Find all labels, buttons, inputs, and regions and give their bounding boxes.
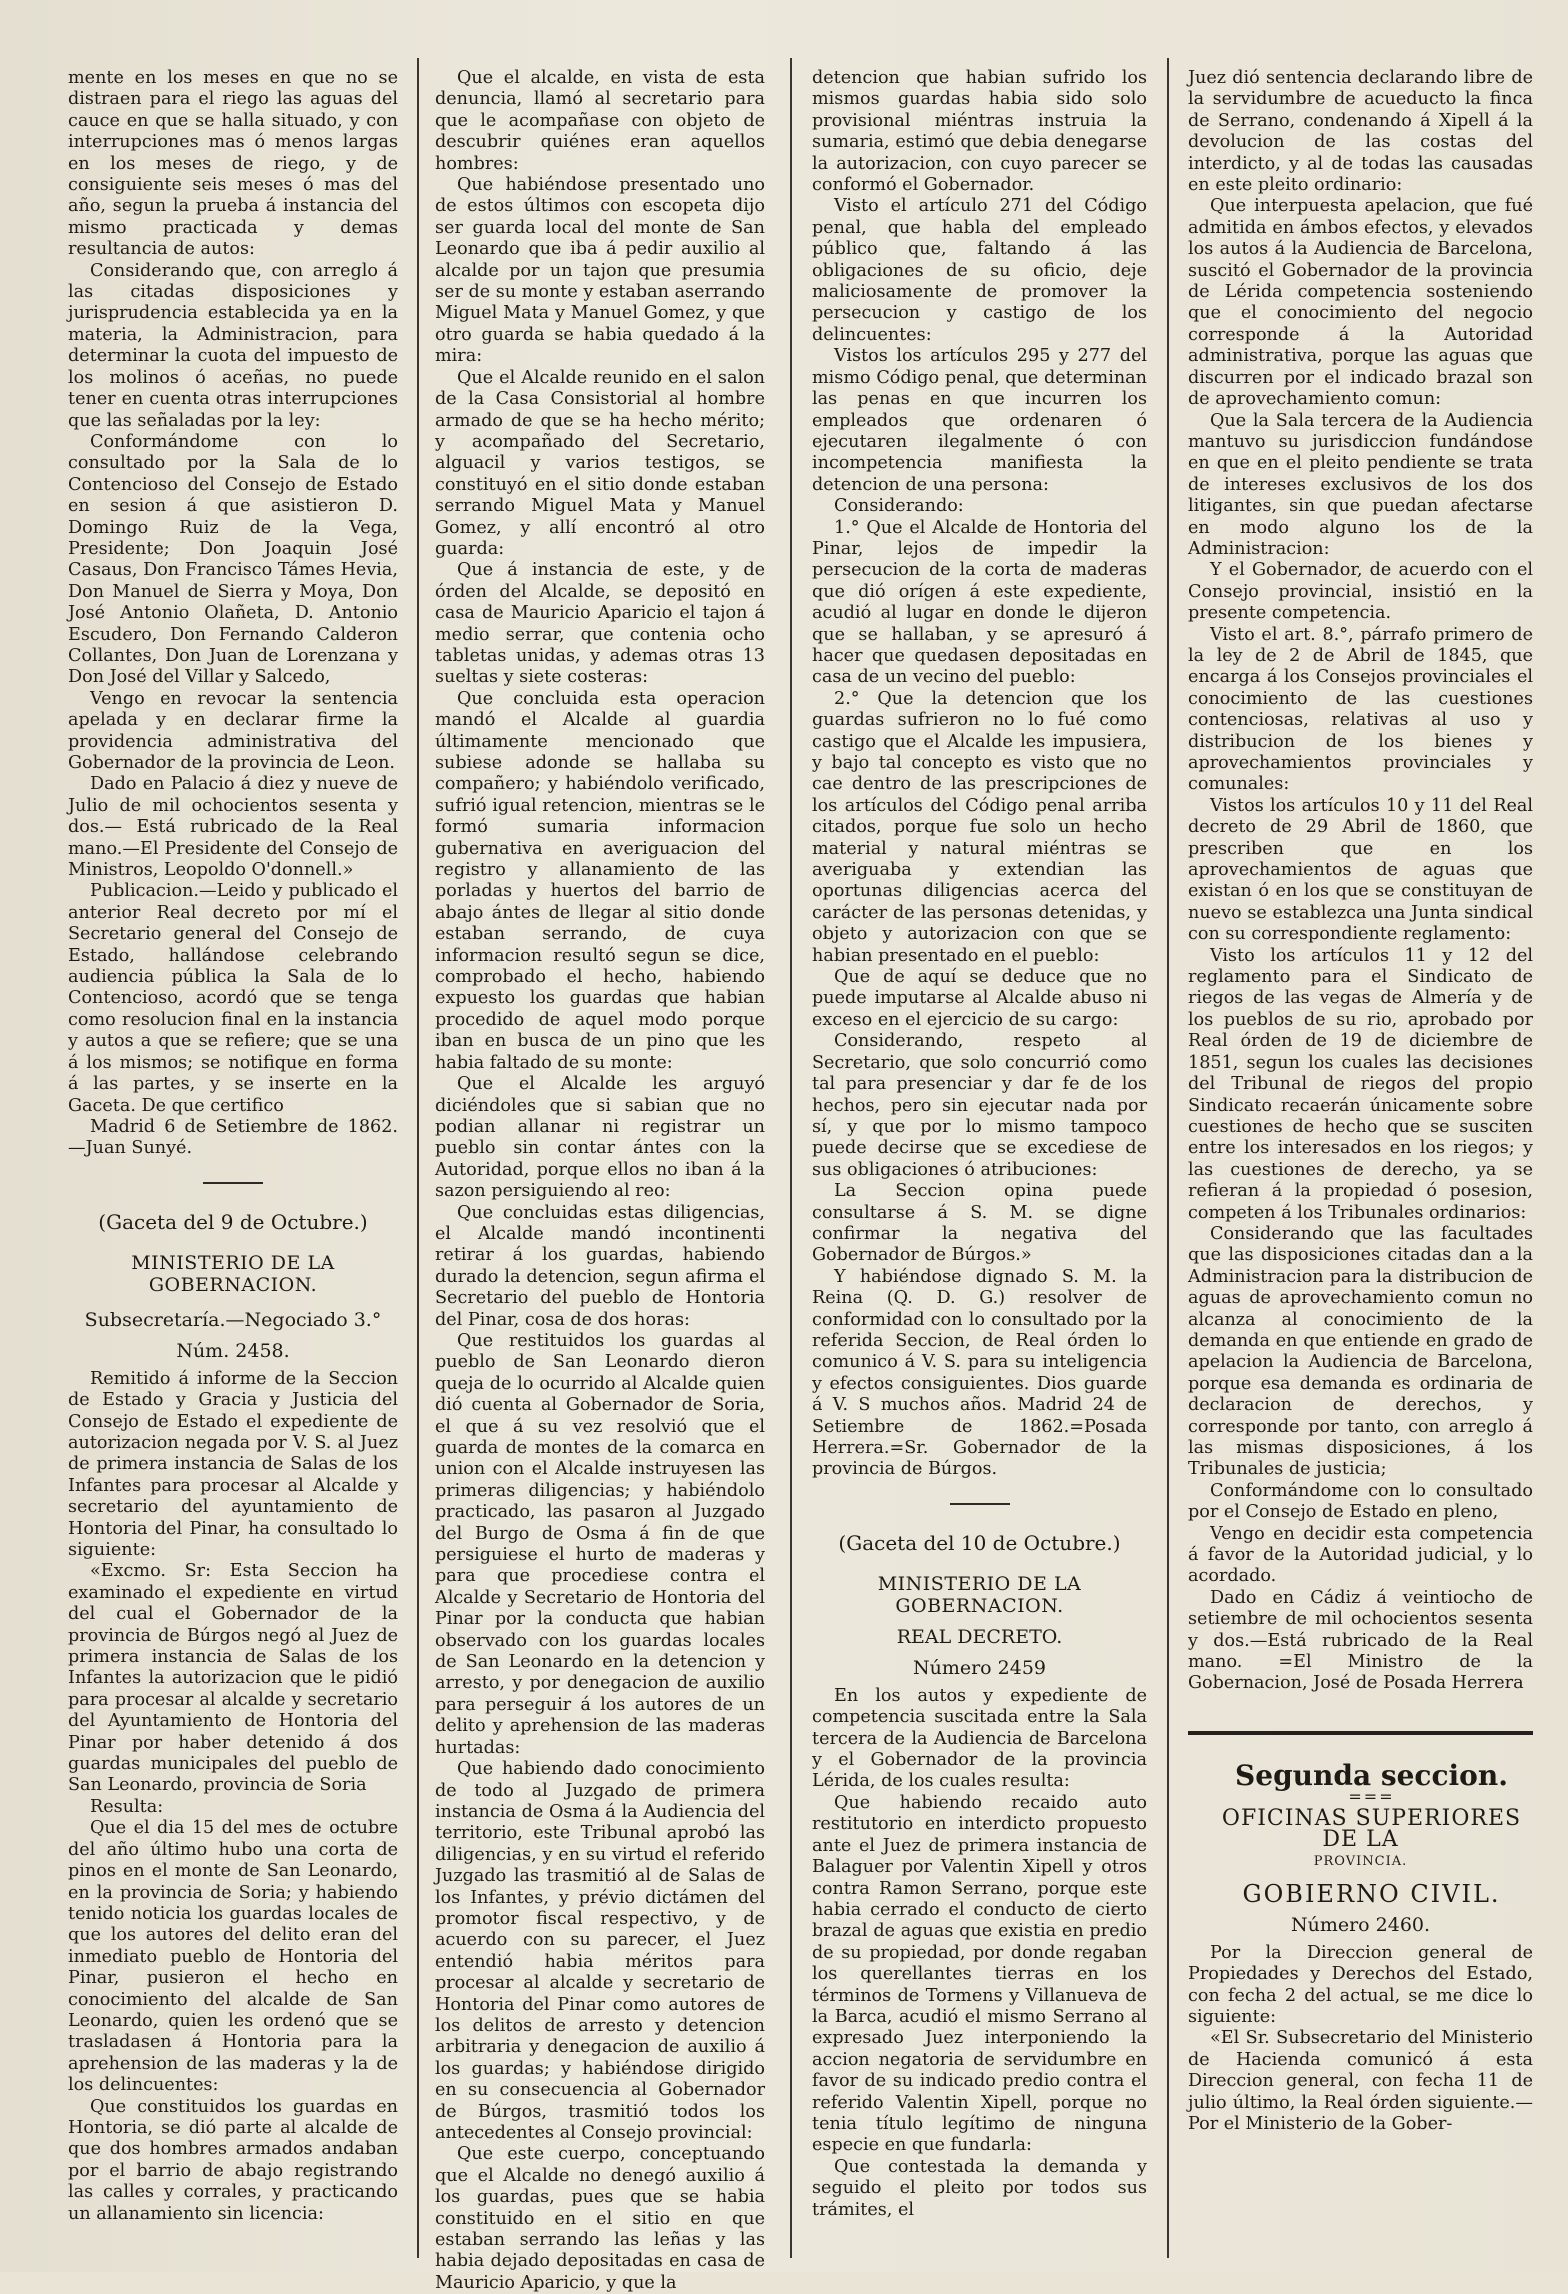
paragraph: Considerando que las facultades que las disposiciones citadas dan a la Administracion para la distribucion de aguas de aprovechamiento comun no alcanza al conocimiento de la demanda en que entiende en grado de apelacion la Audiencia de Barcelona, porque esa demanda es ordinaria de declaracion de derechos, y corresponde por tanto, con arreglo á las mismas disposiciones, á los Tribunales de justicia; <box>1188 1223 1533 1480</box>
paragraph: Que habiendo dado conocimiento de todo al Juzgado de primera instancia de Osma á la Audiencia del territorio, este Tribunal aprobó las diligencias, y en su virtud el referido Juzgado las trasmitió al de Salas de los Infantes, y prévio dictámen del promotor fiscal respectivo, y de acuerdo con su parecer, el Juez entendió habia méritos para procesar al alcalde y secretario de Hontoria del Pinar como autores de los delitos de arresto y detencion arbitraria y denegacion de auxilio á los guardas; y habiéndose dirigido en su consecuencia al Gobernador de Búrgos, trasmitió todos los antecedentes al Consejo provincial: <box>435 1759 765 2143</box>
paragraph: Que este cuerpo, conceptuando que el Alcalde no denegó auxilio á los guardas, pues que se habia constituido en el sitio en que estaban serrando las leñas y las habia dejado depositadas en casa de Mauricio Aparicio, y que la <box>435 2144 765 2293</box>
item-number: Número 2459 <box>912 1657 1047 1680</box>
paragraph: Vengo en decidir esta competencia á favor de la Autoridad judicial, y lo acordado. <box>1188 1523 1533 1587</box>
paragraph: Que la Sala tercera de la Audiencia mantuvo su jurisdiccion fundándose en que en el pleito pendiente se trata de intereses exclusivos de los dos litigantes, sin que puedan afectarse en modo alguno los de la Administracion: <box>1188 410 1533 559</box>
paragraph: Considerando, respeto al Secretario, que solo concurrió como tal para presenciar y dar fe de los hechos, pero sin ejecutar nada por sí, y que por lo mismo tampoco puede decirse que se excediese de sus obligaciones ó atribuciones: <box>812 1031 1147 1180</box>
offices-heading: OFICINAS SUPERIORES DE LA <box>1221 1805 1522 1853</box>
column-4 <box>1188 68 1533 2258</box>
section-heading: Subsecretaría.—Negociado 3.° <box>84 1308 382 1331</box>
paragraph: «Excmo. Sr: Esta Seccion ha examinado el expediente en virtud del cual el Gobernador de la provincia de Búrgos negó al Juez de primera instancia de Salas de los Infantes la autorizacion que le pidió para procesar al alcalde y secretario del Ayuntamiento de Hontoria del Pinar por haber detenido á dos guardas municipales del pueblo de San Leonardo, provincia de Soria <box>68 1561 398 1796</box>
paragraph: Visto el art. 8.°, párrafo primero de la ley de 2 de Abril de 1845, que encarga á los Consejos provinciales el conocimiento de las cuestiones contenciosas, relativas al uso y distribucion de los bienes y aprovechamientos provinciales y comunales: <box>1188 624 1533 795</box>
ministry-heading: MINISTERIO DE LA GOBERNACION. <box>877 1573 1082 1617</box>
paragraph: Dado en Palacio á diez y nueve de Julio de mil ochocientos sesenta y dos.— Está rubricado de la Real mano.—El Presidente del Consejo de Ministros, Leopoldo O'donnell.» <box>68 774 398 881</box>
gaceta-date: (Gaceta del 9 de Octubre.) <box>98 1209 368 1234</box>
separator <box>950 1503 1010 1505</box>
paragraph: Madrid 6 de Setiembre de 1862. —Juan Sunyé. <box>68 1116 398 1159</box>
column-3 <box>812 68 1147 2258</box>
paragraph: Juez dió sentencia declarando libre de la servidumbre de acueducto la finca de Serrano, condenando á Xipell á la devolucion de las costas del interdicto, y al de todas las causadas en este pleito ordinario: <box>1188 68 1533 196</box>
province-heading: PROVINCIA. <box>1313 1853 1408 1869</box>
paragraph: «El Sr. Subsecretario del Ministerio de Hacienda comunicó á esta Direccion general, con fecha 11 de julio último, la Real órden siguiente.—Por el Ministerio de la Gober- <box>1188 2028 1533 2134</box>
paragraph: Visto los artículos 11 y 12 del reglamento para el Sindicato de riegos de las vegas de Almería y de los pueblos de su rio, aprobado por Real órden de 19 de diciembre de 1851, segun los cuales las decisiones del Tribunal de riegos del propio Sindicato recaerán únicamente sobre cuestiones de hecho que se susciten entre los interesados en los riegos; y las cuestiones de derecho, ya se refieran á la propiedad ó posesion, competen á los Tribunales ordinarios: <box>1188 945 1533 1223</box>
column-rule <box>417 58 419 2258</box>
paragraph: Por la Direccion general de Propiedades y Derechos del Estado, con fecha 2 del actual, se me dice lo siguiente: <box>1188 1942 1533 2027</box>
paragraph: La Seccion opina puede consultarse á S. M. se digne confirmar la negativa del Gobernador de Búrgos.» <box>812 1181 1147 1266</box>
paragraph: Vistos los artículos 295 y 277 del mismo Código penal, que determinan las penas en que incurren los empleados que ordenaren ó ejecutaren ilegalmente ó con incompetencia manifiesta la detencion de una persona: <box>812 346 1147 495</box>
paragraph: Que habiéndose presentado uno de estos últimos con escopeta dijo ser guarda local del monte de San Leonardo que iba á pedir auxilio al alcalde por un tajon que presumia ser de su monte y estaban aserrando Miguel Mata y Manuel Gomez, y que otro guarda se habia quedado á la mira: <box>435 175 765 367</box>
paragraph: Que concluidas estas diligencias, el Alcalde mandó incontinenti retirar á los guardas, habiendo durado la detencion, segun afirma el Secretario del pueblo de Hontoria del Pinar, cosa de dos horas: <box>435 1202 765 1330</box>
paragraph: Publicacion.—Leido y publicado el anterior Real decreto por mí el Secretario general del Consejo de Estado, hallándose celebrando audiencia pública la Sala de lo Contencioso, acordó que se tenga como resolucion final en la instancia y autos a que se refiere; que se una á los mismos; se notifique en forma á las partes, y se inserte en la Gaceta. De que certifico <box>68 881 398 1116</box>
paragraph: Que el alcalde, en vista de esta denuncia, llamó al secretario para que le acompañase con objeto de descubrir quiénes eran aquellos hombres: <box>435 68 765 174</box>
paragraph: Que concluida esta operacion mandó el Alcalde al guardia últimamente mencionado que subiese adonde se hallaba su compañero; y habiéndolo verificado, sufrió igual retencion, mientras se le formó sumaria informacion gubernativa en averiguacion del registro y allanamiento de las porladas y huertos del barrio de abajo ántes de llegar al sitio donde estaban serrando, de cuya informacion resultó segun se dice, comprobado el hecho, habiendo expuesto los guardas que habian procedido de aquel modo porque iban en busca de un pino que les habia faltado de su monte: <box>435 688 765 1073</box>
paragraph: Conformándome con lo consultado por el Consejo de Estado en pleno, <box>1188 1480 1533 1523</box>
ministry-heading: MINISTERIO DE LA GOBERNACION. <box>131 1252 335 1296</box>
paragraph: Que contestada la demanda y seguido el pleito por todos sus trámites, el <box>812 2156 1147 2220</box>
paragraph: Que restituidos los guardas al pueblo de San Leonardo dieron queja de lo ocurrido al Alcalde quien dió cuenta al Gobernador de Soria, el que á su vez resolvió que el guarda de montes de la comarca en union con el Alcalde instruyesen las primeras diligencias; y habiéndolo practicado, las pasaron al Juzgado del Burgo de Osma á fin de que persiguiese el hurto de maderas y para que procediese contra el Alcalde y Secretario de Hontoria del Pinar por la conducta que habian observado con los guardas locales de San Leonardo en la detencion y arresto, y por denegacion de auxilio para perseguir á los autores de un delito y aprehension de las maderas hurtadas: <box>435 1330 765 1758</box>
column-2 <box>435 68 765 2293</box>
paragraph: Considerando: <box>834 496 964 517</box>
paragraph: Vengo en revocar la sentencia apelada y en declarar firme la providencia administrativa del Gobernador de la provincia de Leon. <box>68 688 398 773</box>
decree-heading: REAL DECRETO. <box>896 1626 1063 1649</box>
paragraph: Que el Alcalde les arguyó diciéndoles que si sabian que no podian allanar ni registrar un pueblo sin contar ántes con la Autoridad, porque ellos no iban á la sazon persiguiendo al reo: <box>435 1074 765 1202</box>
column-rule <box>790 58 792 2258</box>
paragraph: Que de aquí se deduce que no puede imputarse al Alcalde abuso ni exceso en el ejercicio de su cargo: <box>812 967 1147 1030</box>
ornament: === <box>1348 1787 1395 1807</box>
paragraph: mente en los meses en que no se distraen para el riego las aguas del cauce en que se halla situado, y con interrupciones mas ó menos largas en los meses de riego, y de consiguiente seis meses ó mas del año, segun la prueba á instancia del mismo practicada y demas resultancia de autos: <box>68 68 398 260</box>
paragraph: Considerando que, con arreglo á las citadas disposiciones y jurisprudencia establecida ya en la materia, la Administracion, para determinar la cuota del impuesto de los molinos ó aceñas, no puede tener en cuenta otras interrupciones que las señaladas por la ley: <box>68 260 398 431</box>
paragraph: Que constituidos los guardas en Hontoria, se dió parte al alcalde de que dos hombres armados andaban por el barrio de abajo registrando las calles y corrales, y practicando un allanamiento sin licencia: <box>68 2096 398 2224</box>
column-1 <box>68 68 398 2258</box>
paragraph: Que interpuesta apelacion, que fué admitida en ámbos efectos, y elevados los autos á la Audiencia de Barcelona, suscitó el Gobernador de la provincia de Lérida competencia sosteniendo que el conocimiento del negocio corresponde á la Autoridad administrativa, porque las aguas que discurren por el indicado brazal son de aprovechamiento comun: <box>1188 196 1533 410</box>
government-heading: GOBIERNO CIVIL. <box>1242 1879 1501 1908</box>
paragraph: En los autos y expediente de competencia suscitada entre la Sala tercera de la Audiencia de Barcelona y el Gobernador de la provincia Lérida, de los cuales resulta: <box>812 1685 1147 1792</box>
paragraph: Y habiéndose dignado S. M. la Reina (Q. D. G.) resolver de conformidad con lo consultado por la referida Seccion, de Real órden lo comunico á V. S. para su inteligencia y efectos consiguientes. Dios guarde á V. S muchos años. Madrid 24 de Setiembre de 1862.=Posada Herrera.=Sr. Gobernador de la provincia de Búrgos. <box>812 1266 1147 1480</box>
column-rule <box>1167 58 1169 2258</box>
paragraph: 1.° Que el Alcalde de Hontoria del Pinar, lejos de impedir la persecucion de la corta de maderas que dió orígen á este expediente, acudió al lugar en donde le dijeron que se hallaban, y se apresuró á hacer que quedasen depositadas en casa de un vecino del pueblo: <box>812 517 1147 688</box>
item-number: Núm. 2458. <box>176 1340 290 1363</box>
paragraph: Resulta: <box>90 1796 164 1817</box>
section-title: Segunda seccion. <box>1235 1758 1508 1792</box>
separator <box>203 1182 263 1184</box>
paragraph: Que habiendo recaido auto restitutorio en interdicto propuesto ante el Juez de primera instancia de Balaguer por Valentin Xipell y otros contra Ramon Serrano, porque este habia cerrado el conducto de cierto brazal de aguas que existia en predio de su propiedad, por donde regaban los querellantes tierras en los términos de Tormens y Villanueva de la Barca, acudió el mismo Serrano al expresado Juez interponiendo la accion negatoria de servidumbre en favor de su indicado predio contra el referido Valentin Xipell, porque no tenia título legítimo de ninguna especie en que fundarla: <box>812 1792 1147 2156</box>
paragraph: Remitido á informe de la Seccion de Estado y Gracia y Justicia del Consejo de Estado el expediente de autorizacion negada por V. S. al Juez de primera instancia de Salas de los Infantes para procesar al Alcalde y secretario del ayuntamiento de Hontoria del Pinar, ha consultado lo siguiente: <box>68 1368 398 1560</box>
paragraph: Que el dia 15 del mes de octubre del año último hubo una corta de pinos en el monte de San Leonardo, en la provincia de Soria; y habiendo tenido noticia los guardas locales de que los autores del delito eran del inmediato pueblo de Hontoria del Pinar, pusieron el hecho en conocimiento del alcalde de San Leonardo, quien les ordenó que se trasladasen á Hontoria para la aprehension de las maderas y la de los delincuentes: <box>68 1818 398 2096</box>
paragraph: detencion que habian sufrido los mismos guardas habia sido solo provisional miéntras instruia la sumaria, estimó que debia denegarse la autorizacion, con cuyo parecer se conformó el Gobernador. <box>812 68 1147 196</box>
paragraph: Y el Gobernador, de acuerdo con el Consejo provincial, insistió en la presente competencia. <box>1188 560 1533 624</box>
paragraph: 2.° Que la detencion que los guardas sufrieron no lo fué como castigo que el Alcalde les impusiera, y bajo tal concepto es visto que no cae dentro de las prescripciones de los artículos del Código penal arriba citados, porque fue solo un hecho material y natural miéntras se averiguaba y extendian las oportunas diligencias acerca del carácter de las personas detenidas, y objeto y autorizacion con que se habian presentado en el pueblo: <box>812 688 1147 966</box>
paragraph: Dado en Cádiz á veintiocho de setiembre de mil ochocientos sesenta y dos.—Está rubricado de la Real mano. =El Ministro de la Gobernacion, José de Posada Herrera <box>1188 1587 1533 1694</box>
paragraph: Visto el artículo 271 del Código penal, que habla del empleado público que, faltando á las obligaciones de su oficio, deje maliciosamente de promover la persecucion y castigo de los delincuentes: <box>812 196 1147 345</box>
section-rule <box>1188 1731 1533 1735</box>
paragraph: Vistos los artículos 10 y 11 del Real decreto de 29 Abril de 1860, que prescriben que en los aprovechamientos de aguas que existan ó en los que se constituyan de nuevo se establezca una Junta sindical con su correspondiente reglamento: <box>1188 795 1533 945</box>
item-number: Número 2460. <box>1290 1914 1431 1937</box>
paragraph: Que á instancia de este, y de órden del Alcalde, se depositó en casa de Mauricio Aparicio el tajon á medio serrar, que contenia ocho tabletas unidas, y ademas otras 13 sueltas y siete costeras: <box>435 560 765 688</box>
paragraph: Que el Alcalde reunido en el salon de la Casa Consistorial al hombre armado de que se ha hecho mérito; y acompañado del Secretario, alguacil y varios testigos, se constituyó en el sitio donde estaban serrando Miguel Mata y Manuel Gomez, y allí encontró al otro guarda: <box>435 367 765 559</box>
gaceta-date: (Gaceta del 10 de Octubre.) <box>838 1530 1121 1555</box>
paragraph: Conformándome con lo consultado por la Sala de lo Contencioso del Consejo de Estado en sesion á que asistieron D. Domingo Ruiz de la Vega, Presidente; Don Joaquin José Casaus, Don Francisco Támes Hevia, Don Manuel de Sierra y Moya, Don José Antonio Olañeta, D. Antonio Escudero, Don Fernando Calderon Collantes, Don Juan de Lorenzana y Don José del Villar y Salcedo, <box>68 431 398 688</box>
